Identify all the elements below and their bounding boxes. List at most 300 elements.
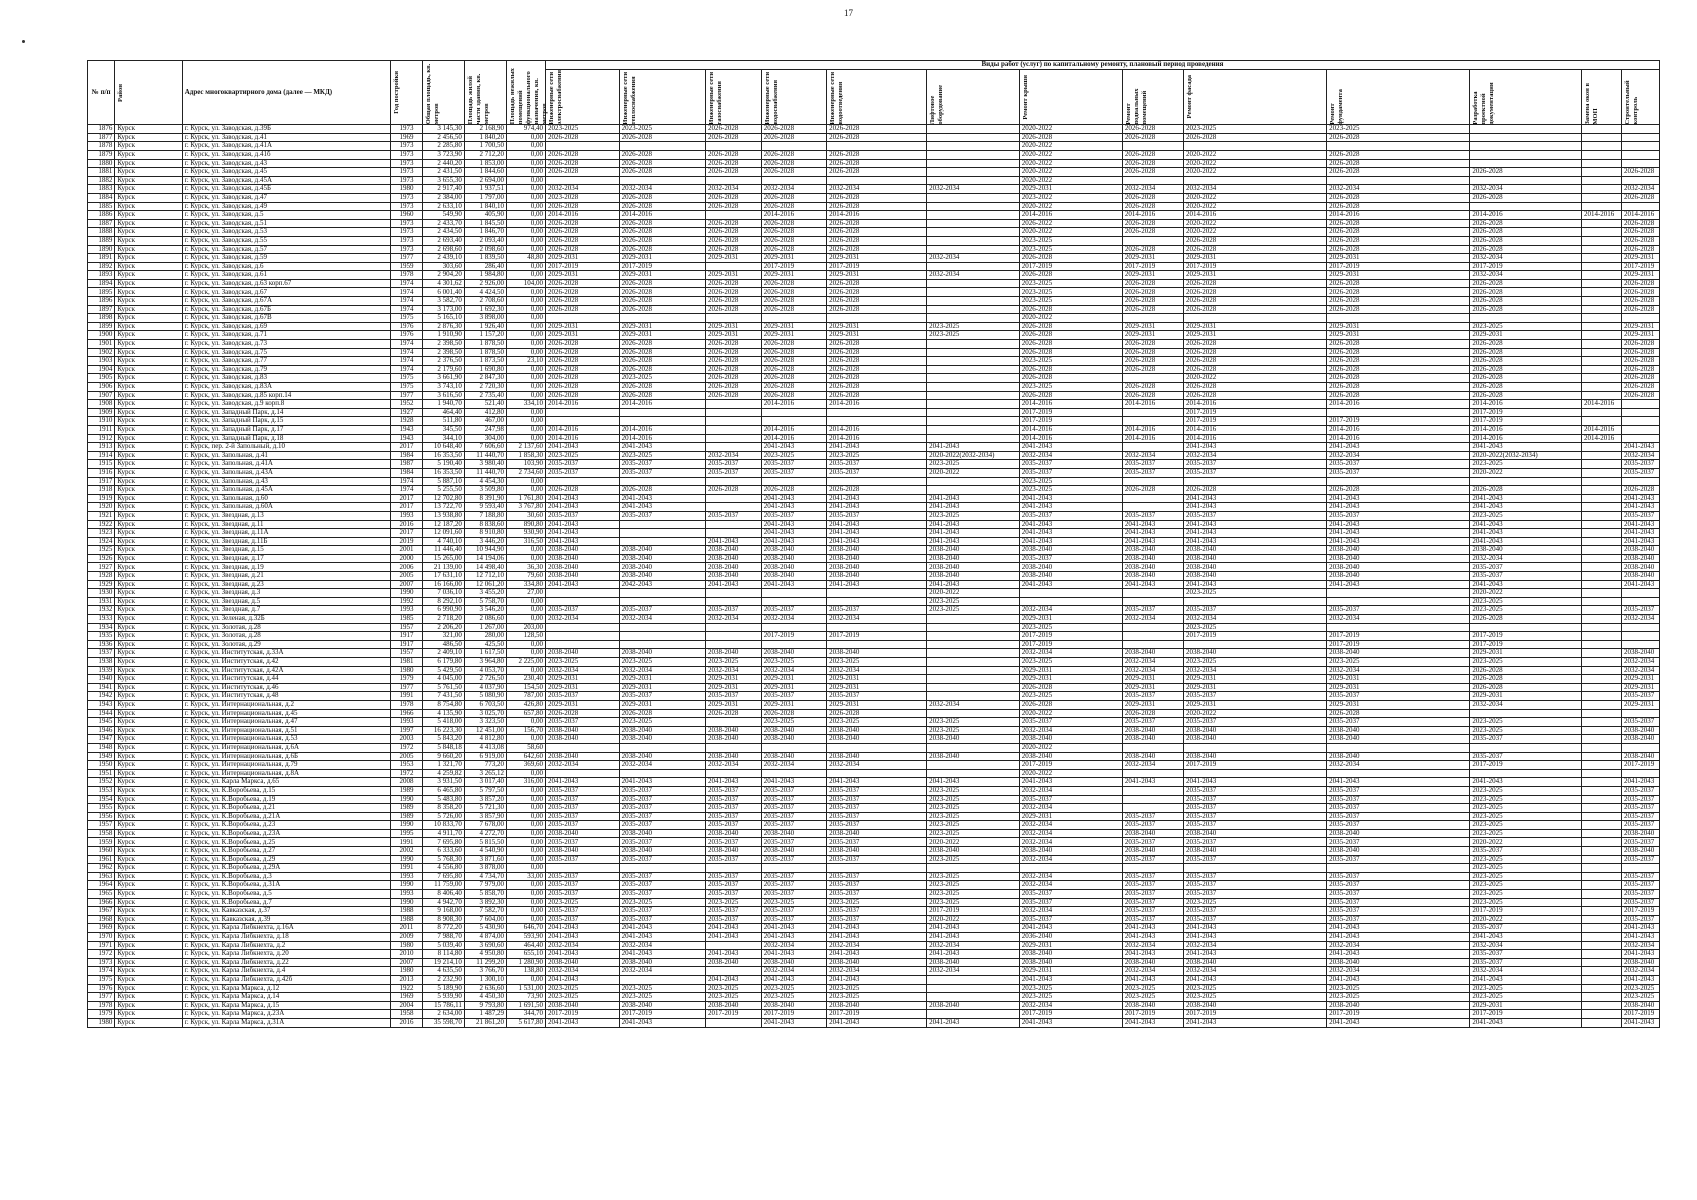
period-cell: 2035-2037 — [545, 812, 619, 821]
row-number: 1942 — [88, 692, 115, 701]
period-cell: 2032-2034 — [545, 666, 619, 675]
period-cell: 2017-2019 — [1019, 417, 1122, 426]
table-row — [88, 993, 1660, 1002]
period-cell: 2026-2028 — [1183, 340, 1326, 349]
period-cell: 2032-2034 — [761, 666, 826, 675]
period-cell: 2026-2028 — [1621, 168, 1659, 177]
district-cell: Курск — [115, 271, 182, 280]
period-cell: 2041-2043 — [827, 503, 927, 512]
value-cell: 11 440,70 — [464, 451, 506, 460]
district-cell: Курск — [115, 365, 182, 374]
period-cell: 2035-2037 — [1621, 881, 1659, 890]
row-number: 1965 — [88, 890, 115, 899]
period-cell — [1621, 623, 1659, 632]
period-cell: 2035-2037 — [1122, 718, 1183, 727]
district-cell: Курск — [115, 829, 182, 838]
period-cell: 2029-2031 — [1621, 331, 1659, 340]
period-cell: 2014-2016 — [1327, 211, 1470, 220]
value-cell: 7 979,00 — [464, 881, 506, 890]
period-cell: 2029-2031 — [827, 322, 927, 331]
period-cell: 2026-2028 — [761, 486, 826, 495]
period-cell: 2017-2019 — [761, 1010, 826, 1019]
period-cell: 2026-2028 — [1122, 383, 1183, 392]
period-cell — [927, 288, 1020, 297]
period-cell: 2017-2019 — [1470, 640, 1582, 649]
period-cell: 2026-2028 — [827, 340, 927, 349]
district-cell: Курск — [115, 537, 182, 546]
value-cell: 12 712,10 — [464, 572, 506, 581]
table-row — [88, 314, 1660, 323]
period-cell: 2035-2037 — [761, 881, 826, 890]
value-cell: 0,00 — [507, 340, 546, 349]
period-cell: 2026-2028 — [706, 288, 762, 297]
period-cell: 2026-2028 — [761, 374, 826, 383]
value-cell: 974,40 — [507, 125, 546, 134]
period-cell: 2035-2037 — [545, 795, 619, 804]
value-cell: 4 942,70 — [422, 898, 464, 907]
period-cell: 2038-2040 — [1122, 563, 1183, 572]
value-cell: 0,00 — [507, 142, 546, 151]
period-cell: 2038-2040 — [619, 829, 705, 838]
address-cell: г. Курск, ул. Заводская, д.69 — [182, 322, 390, 331]
period-cell: 2014-2016 — [827, 425, 927, 434]
period-cell: 2035-2037 — [545, 872, 619, 881]
value-cell: 426,80 — [507, 700, 546, 709]
period-cell: 2038-2040 — [827, 726, 927, 735]
value-cell: 0,00 — [507, 236, 546, 245]
period-cell: 2035-2037 — [1327, 890, 1470, 899]
period-cell: 2029-2031 — [1183, 675, 1326, 684]
period-cell: 2026-2028 — [761, 133, 826, 142]
period-cell: 2035-2037 — [827, 838, 927, 847]
value-cell: 1 840,10 — [464, 202, 506, 211]
value-cell: 787,00 — [507, 692, 546, 701]
value-cell: 0,00 — [507, 159, 546, 168]
value-cell: 2 634,00 — [422, 1010, 464, 1019]
period-cell: 2023-2025 — [545, 451, 619, 460]
period-cell: 2032-2034 — [1019, 838, 1122, 847]
period-cell: 2035-2037 — [1019, 554, 1122, 563]
period-cell: 2038-2040 — [927, 752, 1020, 761]
value-cell: 4 911,70 — [422, 829, 464, 838]
period-cell: 2035-2037 — [1621, 915, 1659, 924]
value-cell: 7 695,80 — [422, 872, 464, 881]
period-cell — [927, 649, 1020, 658]
period-cell: 2038-2040 — [706, 554, 762, 563]
period-cell: 2026-2028 — [1621, 228, 1659, 237]
row-number: 1897 — [88, 305, 115, 314]
period-cell: 2035-2037 — [545, 838, 619, 847]
period-cell: 2035-2037 — [1621, 468, 1659, 477]
period-cell: 2035-2037 — [1470, 572, 1582, 581]
value-cell: 9 793,80 — [464, 1001, 506, 1010]
table-row — [88, 984, 1660, 993]
period-cell: 2035-2037 — [1621, 606, 1659, 615]
period-cell: 2029-2031 — [706, 683, 762, 692]
value-cell: 4 740,10 — [422, 537, 464, 546]
period-cell: 2032-2034 — [1327, 451, 1470, 460]
period-cell: 2023-2025 — [927, 597, 1020, 606]
value-cell: 154,50 — [507, 683, 546, 692]
period-cell: 2035-2037 — [1470, 950, 1582, 959]
period-cell: 2032-2034 — [706, 666, 762, 675]
period-cell: 2026-2028 — [1470, 486, 1582, 495]
row-number: 1878 — [88, 142, 115, 151]
value-cell: 1988 — [391, 907, 423, 916]
period-cell: 2041-2043 — [1327, 933, 1470, 942]
period-cell: 2029-2031 — [545, 271, 619, 280]
district-cell: Курск — [115, 305, 182, 314]
value-cell: 6 179,80 — [422, 658, 464, 667]
period-cell: 2026-2028 — [1122, 486, 1183, 495]
period-cell: 2032-2034 — [1470, 254, 1582, 263]
row-number: 1926 — [88, 554, 115, 563]
table-row — [88, 675, 1660, 684]
period-cell: 2026-2028 — [1122, 219, 1183, 228]
period-cell — [1621, 425, 1659, 434]
period-cell: 2032-2034 — [761, 615, 826, 624]
period-cell: 2035-2037 — [761, 468, 826, 477]
table-row — [88, 511, 1660, 520]
period-cell — [1581, 357, 1621, 366]
value-cell: 2 693,40 — [422, 236, 464, 245]
row-number: 1901 — [88, 340, 115, 349]
header-work-8: Ремонт фасада — [1183, 69, 1326, 125]
table-row — [88, 821, 1660, 830]
district-cell: Курск — [115, 168, 182, 177]
period-cell: 2026-2028 — [706, 383, 762, 392]
period-cell: 2041-2043 — [827, 933, 927, 942]
period-cell: 2035-2037 — [827, 468, 927, 477]
period-cell: 2032-2034 — [927, 941, 1020, 950]
row-number: 1876 — [88, 125, 115, 134]
district-cell: Курск — [115, 1018, 182, 1027]
value-cell: 8 391,90 — [464, 494, 506, 503]
value-cell: 4 950,80 — [464, 950, 506, 959]
period-cell: 2038-2040 — [1122, 958, 1183, 967]
period-cell: 2036-2040 — [1019, 933, 1122, 942]
period-cell: 2032-2034 — [545, 941, 619, 950]
period-cell: 2020-2022 — [1183, 159, 1326, 168]
period-cell: 2023-2025 — [1470, 804, 1582, 813]
value-cell: 0,00 — [507, 649, 546, 658]
district-cell: Курск — [115, 331, 182, 340]
value-cell: 0,00 — [507, 245, 546, 254]
period-cell: 2029-2031 — [1327, 254, 1470, 263]
period-cell: 2038-2040 — [1621, 726, 1659, 735]
table-row — [88, 451, 1660, 460]
period-cell: 2026-2028 — [1122, 297, 1183, 306]
row-number: 1904 — [88, 365, 115, 374]
value-cell: 0,00 — [507, 812, 546, 821]
value-cell: 0,00 — [507, 829, 546, 838]
period-cell: 2041-2043 — [927, 443, 1020, 452]
period-cell: 2026-2028 — [619, 391, 705, 400]
period-cell — [827, 743, 927, 752]
value-cell: 1 700,50 — [464, 142, 506, 151]
value-cell: 7 606,60 — [464, 443, 506, 452]
period-cell: 2041-2043 — [1327, 950, 1470, 959]
period-cell: 2023-2025 — [927, 726, 1020, 735]
period-cell: 2041-2043 — [1621, 933, 1659, 942]
period-cell: 2035-2037 — [619, 855, 705, 864]
period-cell — [1581, 984, 1621, 993]
row-number: 1940 — [88, 675, 115, 684]
table-row — [88, 829, 1660, 838]
period-cell: 2029-2031 — [706, 322, 762, 331]
value-cell: 3 743,10 — [422, 383, 464, 392]
period-cell: 2026-2028 — [761, 168, 826, 177]
period-cell: 2026-2028 — [827, 357, 927, 366]
period-cell: 2035-2037 — [619, 804, 705, 813]
value-cell: 21 861,20 — [464, 1018, 506, 1027]
period-cell: 2035-2037 — [545, 855, 619, 864]
address-cell: г. Курск, ул. К.Воробьева, д.15 — [182, 786, 390, 795]
value-cell: 58,60 — [507, 743, 546, 752]
header-work-6: Ремонт крыши — [1019, 69, 1122, 125]
period-cell — [1581, 228, 1621, 237]
row-number: 1978 — [88, 1001, 115, 1010]
value-cell: 511,80 — [422, 417, 464, 426]
period-cell: 2035-2037 — [1621, 692, 1659, 701]
address-cell: г. Курск, ул. Заводская, д.45Б — [182, 185, 390, 194]
value-cell: 11 299,20 — [464, 958, 506, 967]
period-cell: 2041-2043 — [1621, 580, 1659, 589]
period-cell: 2026-2028 — [827, 150, 927, 159]
period-cell: 2041-2043 — [1183, 494, 1326, 503]
period-cell — [1581, 907, 1621, 916]
period-cell: 2023-2025 — [1183, 623, 1326, 632]
period-cell: 2026-2022 — [1019, 219, 1122, 228]
period-cell: 2026-2028 — [1019, 305, 1122, 314]
period-cell: 2038-2040 — [1183, 554, 1326, 563]
address-cell: г. Курск, ул. Заводская, д.49 — [182, 202, 390, 211]
address-cell: г. Курск, ул. Заводская, д.43 — [182, 159, 390, 168]
table-row — [88, 357, 1660, 366]
value-cell: 1 267,00 — [464, 623, 506, 632]
period-cell: 2026-2028 — [761, 709, 826, 718]
value-cell: 0,00 — [507, 262, 546, 271]
period-cell: 2026-2028 — [545, 228, 619, 237]
district-cell: Курск — [115, 520, 182, 529]
period-cell: 2032-2034 — [1470, 185, 1582, 194]
period-cell: 2041-2043 — [545, 924, 619, 933]
value-cell: 0,00 — [507, 202, 546, 211]
period-cell: 2029-2031 — [1122, 331, 1183, 340]
district-cell: Курск — [115, 761, 182, 770]
period-cell: 2023-2025 — [619, 718, 705, 727]
period-cell: 2038-2040 — [827, 735, 927, 744]
period-cell — [1581, 554, 1621, 563]
value-cell: 3 857,90 — [464, 812, 506, 821]
value-cell: 2 904,20 — [422, 271, 464, 280]
period-cell: 2026-2028 — [827, 279, 927, 288]
period-cell: 2017-2019 — [1327, 262, 1470, 271]
value-cell: 3 892,30 — [464, 898, 506, 907]
value-cell: 5 255,50 — [422, 486, 464, 495]
table-row — [88, 718, 1660, 727]
period-cell: 2038-2040 — [545, 752, 619, 761]
period-cell — [927, 666, 1020, 675]
period-cell: 2023-2025 — [1019, 623, 1122, 632]
header-work-12: Строительный контроль — [1621, 69, 1659, 125]
period-cell: 2014-2016 — [1019, 434, 1122, 443]
period-cell: 2035-2037 — [545, 786, 619, 795]
address-cell: г. Курск, ул. Заводская, д.79 — [182, 365, 390, 374]
period-cell: 2035-2037 — [1327, 718, 1470, 727]
value-cell: 5 080,90 — [464, 692, 506, 701]
row-number: 1892 — [88, 262, 115, 271]
period-cell: 2035-2037 — [706, 907, 762, 916]
row-number: 1948 — [88, 743, 115, 752]
row-number: 1949 — [88, 752, 115, 761]
period-cell: 2026-2028 — [1122, 357, 1183, 366]
period-cell: 2026-2028 — [1470, 365, 1582, 374]
district-cell: Курск — [115, 933, 182, 942]
value-cell: 303,60 — [422, 262, 464, 271]
table-row — [88, 623, 1660, 632]
address-cell: г. Курск, ул. Заводская, д.83А — [182, 383, 390, 392]
period-cell — [1581, 924, 1621, 933]
period-cell: 2026-2028 — [761, 348, 826, 357]
period-cell: 2026-2028 — [1122, 288, 1183, 297]
period-cell: 2026-2028 — [1470, 666, 1582, 675]
value-cell: 156,70 — [507, 726, 546, 735]
period-cell: 2029-2031 — [761, 254, 826, 263]
table-row — [88, 331, 1660, 340]
period-cell: 2041-2043 — [1183, 778, 1326, 787]
table-row — [88, 125, 1660, 134]
period-cell: 2035-2037 — [1183, 838, 1326, 847]
period-cell: 2035-2037 — [706, 855, 762, 864]
period-cell — [706, 718, 762, 727]
value-cell: 3 898,00 — [464, 314, 506, 323]
period-cell — [1581, 1018, 1621, 1027]
period-cell: 2038-2040 — [706, 726, 762, 735]
period-cell — [761, 743, 826, 752]
period-cell: 2041-2043 — [827, 778, 927, 787]
period-cell: 2038-2040 — [545, 554, 619, 563]
period-cell — [1122, 408, 1183, 417]
period-cell: 2032-2034 — [1183, 666, 1326, 675]
value-cell: 1 858,30 — [507, 451, 546, 460]
period-cell: 2023-2025 — [1470, 872, 1582, 881]
period-cell: 2041-2043 — [1470, 443, 1582, 452]
district-cell: Курск — [115, 348, 182, 357]
period-cell: 2023-2025 — [1470, 881, 1582, 890]
period-cell: 2032-2034 — [1019, 829, 1122, 838]
value-cell: 11 446,40 — [422, 546, 464, 555]
value-cell: 1978 — [391, 271, 423, 280]
value-cell: 5 189,90 — [422, 984, 464, 993]
row-number: 1917 — [88, 477, 115, 486]
period-cell: 2041-2043 — [1470, 933, 1582, 942]
table-row — [88, 563, 1660, 572]
header-living-area: Площадь жилой части здания, кв. метров — [464, 61, 506, 125]
period-cell: 2032-2034 — [545, 615, 619, 624]
period-cell: 2026-2028 — [827, 486, 927, 495]
period-cell: 2017-2019 — [1470, 761, 1582, 770]
period-cell: 2041-2043 — [927, 933, 1020, 942]
period-cell: 2026-2028 — [706, 202, 762, 211]
period-cell: 2029-2031 — [619, 700, 705, 709]
table-row — [88, 907, 1660, 916]
value-cell: 1990 — [391, 589, 423, 598]
period-cell: 2032-2034 — [1122, 451, 1183, 460]
period-cell — [1581, 288, 1621, 297]
period-cell: 2041-2043 — [545, 494, 619, 503]
period-cell: 2026-2028 — [1183, 348, 1326, 357]
period-cell: 2029-2031 — [1183, 700, 1326, 709]
period-cell: 2038-2040 — [545, 829, 619, 838]
period-cell — [1621, 400, 1659, 409]
period-cell: 2026-2028 — [827, 391, 927, 400]
value-cell: 3 964,80 — [464, 658, 506, 667]
value-cell: 2 409,10 — [422, 649, 464, 658]
value-cell: 1958 — [391, 1010, 423, 1019]
period-cell: 2020-2022 — [1019, 176, 1122, 185]
period-cell: 2038-2040 — [927, 847, 1020, 856]
value-cell: 2 926,00 — [464, 279, 506, 288]
period-cell: 2035-2037 — [827, 606, 927, 615]
period-cell: 2023-2025 — [1183, 993, 1326, 1002]
value-cell: 16 353,50 — [422, 451, 464, 460]
period-cell: 2023-2025 — [1470, 786, 1582, 795]
period-cell: 2035-2037 — [1327, 692, 1470, 701]
period-cell: 2041-2043 — [1621, 443, 1659, 452]
period-cell: 2023-2025 — [706, 898, 762, 907]
row-number: 1882 — [88, 176, 115, 185]
period-cell: 2026-2028 — [1621, 348, 1659, 357]
period-cell: 2032-2034 — [1183, 451, 1326, 460]
value-cell: 2011 — [391, 924, 423, 933]
period-cell: 2026-2028 — [1621, 236, 1659, 245]
value-cell: 5 887,10 — [422, 477, 464, 486]
address-cell: г. Курск, ул. Золотая, д.28 — [182, 623, 390, 632]
period-cell: 2023-2025 — [619, 658, 705, 667]
period-cell: 2035-2037 — [1183, 460, 1326, 469]
address-cell: г. Курск, ул. Заводская, д.6 — [182, 262, 390, 271]
period-cell: 2032-2034 — [1183, 615, 1326, 624]
period-cell: 2026-2028 — [545, 150, 619, 159]
address-cell: г. Курск, ул. Заводская, д.39Б — [182, 125, 390, 134]
period-cell — [1621, 142, 1659, 151]
district-cell: Курск — [115, 795, 182, 804]
period-cell: 2038-2040 — [1019, 546, 1122, 555]
value-cell: 23,10 — [507, 357, 546, 366]
period-cell: 2035-2037 — [1019, 890, 1122, 899]
table-row — [88, 580, 1660, 589]
value-cell: 464,40 — [507, 941, 546, 950]
period-cell: 2026-2028 — [1470, 357, 1582, 366]
value-cell: 3 871,60 — [464, 855, 506, 864]
period-cell: 2035-2037 — [706, 821, 762, 830]
period-cell: 2026-2028 — [1122, 245, 1183, 254]
row-number: 1883 — [88, 185, 115, 194]
row-number: 1935 — [88, 632, 115, 641]
header-work-4: Инженерные сети водоотведения — [827, 69, 927, 125]
value-cell: 11 440,70 — [464, 468, 506, 477]
value-cell: 1917 — [391, 632, 423, 641]
period-cell: 2035-2037 — [545, 821, 619, 830]
period-cell: 2035-2037 — [761, 460, 826, 469]
period-cell: 2026-2028 — [1470, 615, 1582, 624]
district-cell: Курск — [115, 185, 182, 194]
period-cell — [927, 675, 1020, 684]
table-row — [88, 761, 1660, 770]
address-cell: г. Курск, ул. Кавказская, д.39 — [182, 915, 390, 924]
table-row — [88, 700, 1660, 709]
